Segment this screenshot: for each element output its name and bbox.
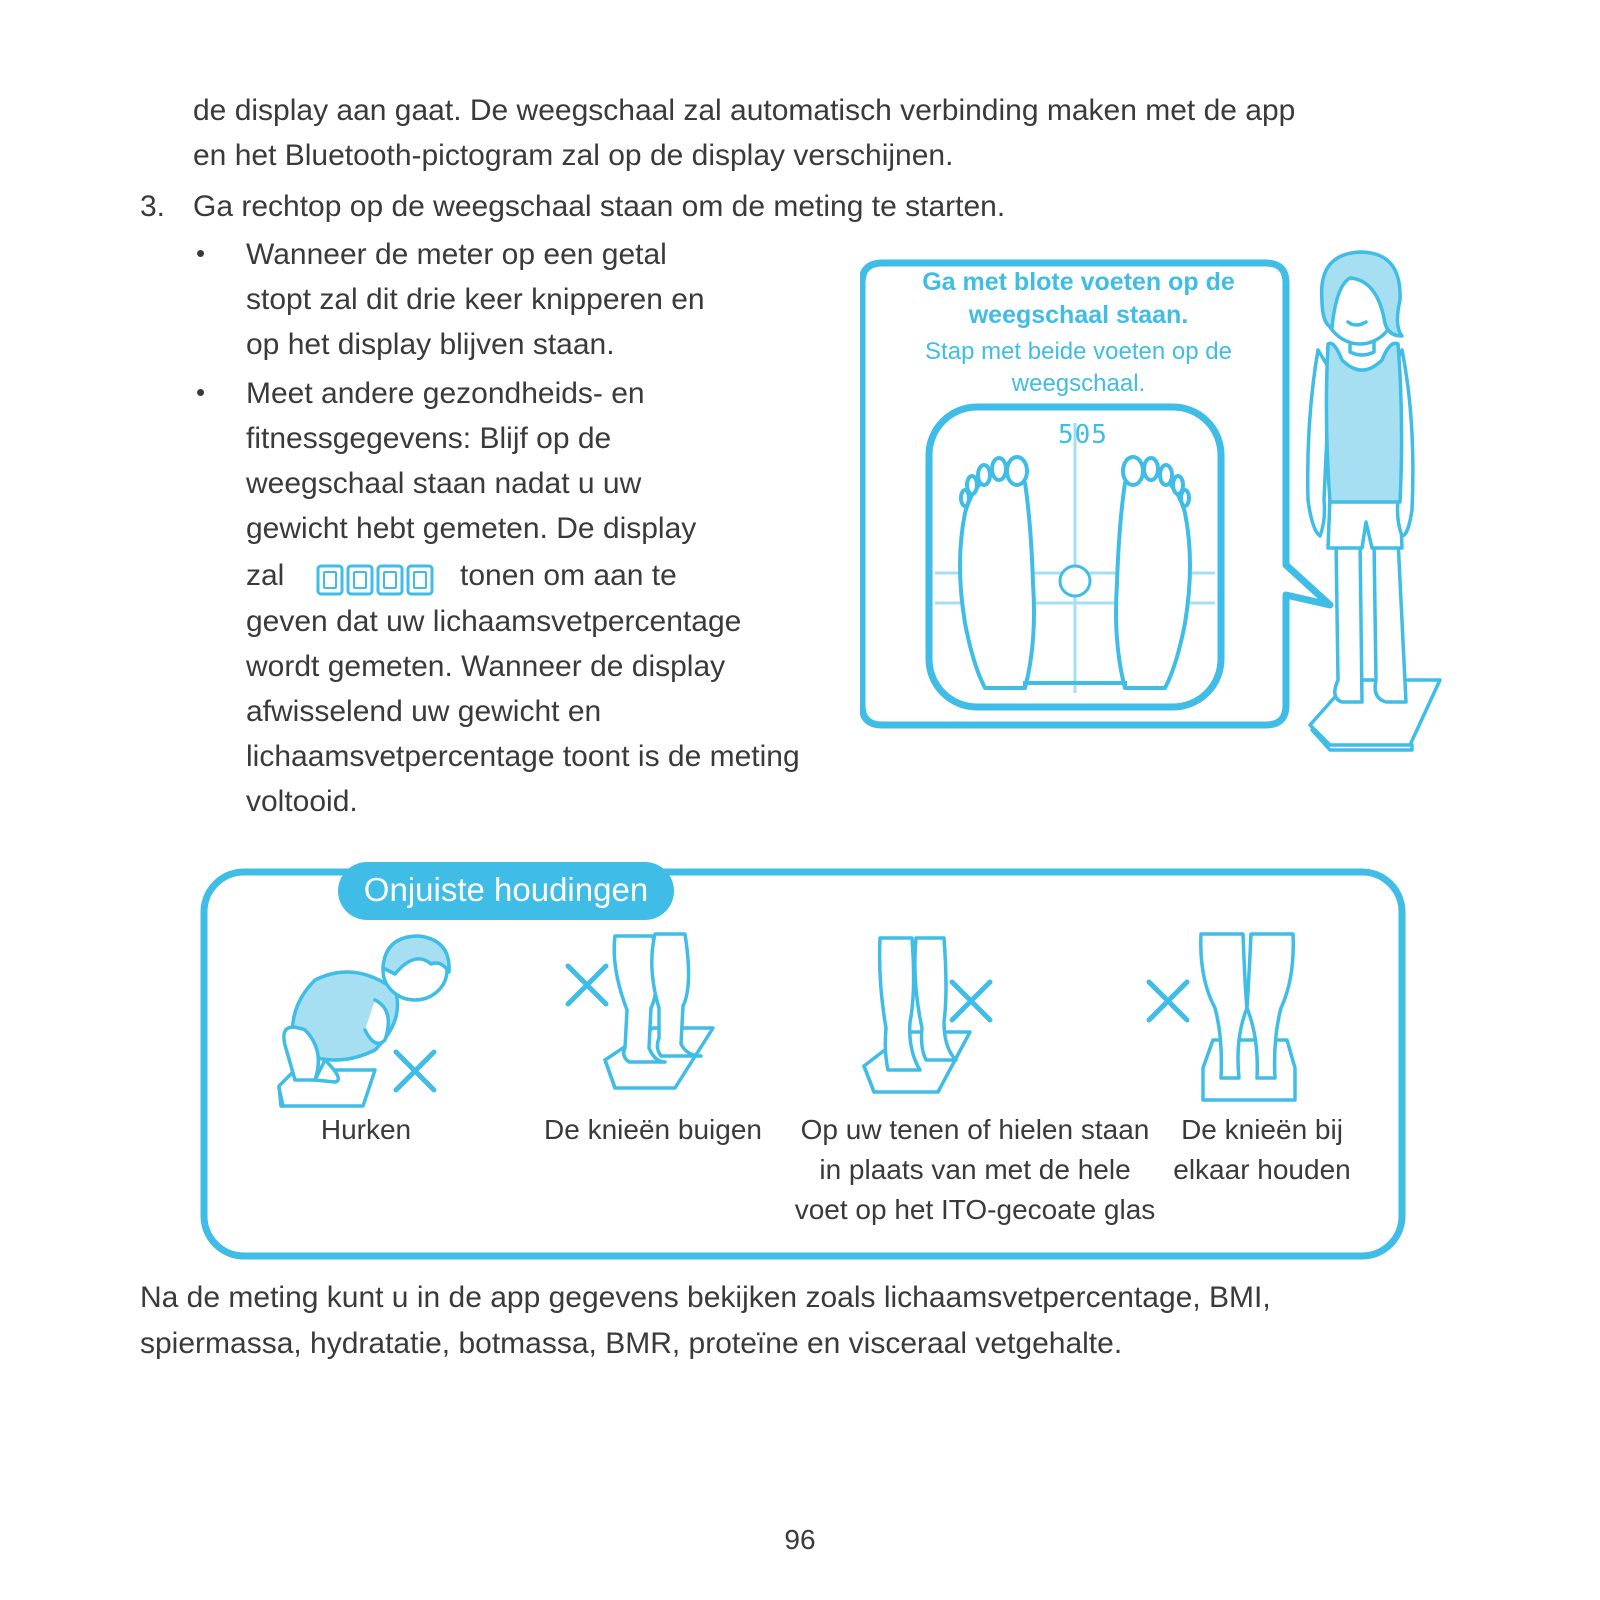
cross-mark-icon — [946, 976, 996, 1026]
bent-knees-legs-icon — [555, 928, 735, 1098]
bullet2-line-3: weegschaal staan nadat u uw — [246, 467, 642, 500]
bullet2-line-9: voltooid. — [246, 785, 358, 818]
bullet2-line-8: lichaamsvetpercentage toont is de meting — [246, 740, 800, 773]
bullet2-line-7: afwisselend uw gewicht en — [246, 695, 602, 728]
knees-together-legs-icon — [1195, 928, 1305, 1108]
bullet1-line-1: Wanneer de meter op een getal — [246, 238, 667, 271]
bullet1-line-2: stopt zal dit drie keer knipperen en — [246, 283, 705, 316]
scale-display-reading: 505 — [1058, 420, 1108, 450]
panel-title: Onjuiste houdingen — [363, 871, 649, 908]
callout-subtitle-line-1: Stap met beide voeten op de — [925, 338, 1232, 365]
callout-subtitle — [868, 336, 1289, 400]
callout-subtitle-line-2: weegschaal. — [1011, 370, 1146, 397]
bullet2-inline-suffix: tonen om aan te — [460, 559, 677, 592]
caption-knees-together-line-2: elkaar houden — [1173, 1154, 1351, 1185]
closing-line-1: Na de meting kunt u in de app gegevens bekijken zoals lichaamsvetpercentage, BMI, — [140, 1281, 1271, 1314]
caption-tiptoe-line-1: Op uw tenen of hielen staan — [800, 1114, 1150, 1145]
cross-mark-icon — [1143, 976, 1193, 1026]
caption-knees-together-line-1: De knieën bij — [1181, 1114, 1343, 1145]
bullet2-inline-prefix: zal — [246, 559, 285, 592]
closing-line-2: spiermassa, hydratatie, botmassa, BMR, proteïne en visceraal vetgehalte. — [140, 1327, 1123, 1360]
bullet2-line-5: geven dat uw lichaamsvetpercentage — [246, 605, 742, 638]
callout-title-line-1: Ga met blote voeten op de — [922, 268, 1235, 296]
bullet1-line-3: op het display blijven staan. — [246, 328, 615, 361]
intro-line-1: de display aan gaat. De weegschaal zal automatisch verbinding maken met de app — [193, 94, 1296, 127]
caption-tiptoe-line-3: voet op het ITO-gecoate glas — [794, 1194, 1156, 1225]
caption-bent-knees: De knieën buigen — [544, 1114, 762, 1145]
caption-tiptoe-line-2: in plaats van met de hele — [819, 1154, 1131, 1185]
cross-mark-icon — [562, 960, 612, 1010]
step-text: Ga rechtop op de weegschaal staan om de meting te starten. — [193, 190, 1006, 223]
page-number: 96 — [784, 1524, 816, 1555]
bullet-marker: • — [196, 377, 206, 407]
callout-title-line-2: weegschaal staan. — [968, 301, 1189, 329]
callout-title — [868, 266, 1289, 332]
intro-line-2: en het Bluetooth-pictogram zal op de display verschijnen. — [193, 139, 954, 172]
squat-figure-icon — [255, 930, 455, 1130]
bullet2-line-4: gewicht hebt gemeten. De display — [246, 512, 697, 545]
segment-display-icon — [316, 563, 436, 597]
bullet2-line-1: Meet andere gezondheids- en — [246, 377, 645, 410]
cross-mark-icon — [390, 1046, 440, 1096]
step-number: 3. — [140, 190, 166, 223]
bullet2-line-6: wordt gemeten. Wanneer de display — [246, 650, 726, 683]
standing-person-icon — [1290, 240, 1460, 780]
bullet-marker: • — [196, 238, 206, 268]
bullet2-line-2: fitnessgegevens: Blijf op de — [246, 422, 612, 455]
caption-squat: Hurken — [320, 1114, 412, 1145]
